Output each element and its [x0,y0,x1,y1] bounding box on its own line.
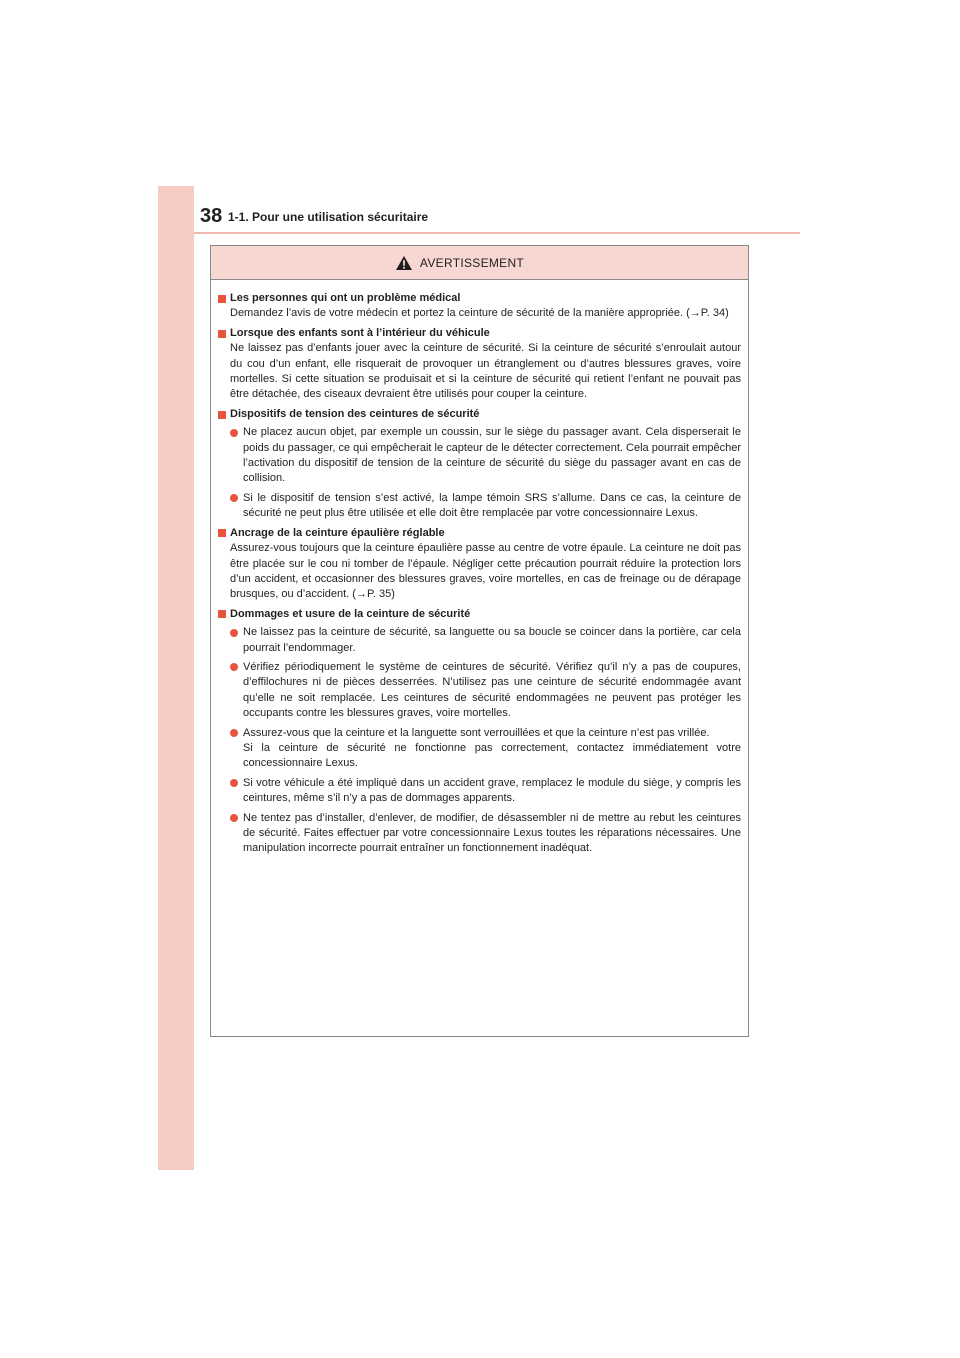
bullet-item [230,425,741,487]
round-bullet-icon [230,494,238,502]
round-bullet-icon [230,779,238,787]
topic-text: Assurez-vous toujours que la ceinture épaulière passe au centre de votre épaule. La ceinture ne doit pas être placée sur le cou ni tomber de l’épaule. Négliger cette précaution pourrait réduire la protection lors d’un accident, et occasionner des blessures graves, voire mortelles, en cas de freinage ou de dérapage brusques, ou d’accident. (→P. 35) [230,542,741,601]
bullet-text: Ne laissez pas la ceinture de sécurité, sa languette ou sa boucle se coincer dans la portière, car cela pourrait l’endommager. [243,626,741,654]
warning-topic [218,326,741,403]
topic-heading: Dommages et usure de la ceinture de sécurité [230,607,471,620]
warning-box [210,245,749,1037]
bullet-item [230,776,741,807]
square-bullet-icon [218,529,226,537]
topic-heading: Les personnes qui ont un problème médical [230,292,461,304]
bullet-text: Si votre véhicule a été impliqué dans un accident grave, remplacez le module du siège, y compris les ceintures, même s’il n’y a pas de dommages apparents. [243,776,741,805]
round-bullet-icon [230,663,238,671]
warning-triangle-icon [395,255,413,271]
warning-title: AVERTISSEMENT [419,255,525,270]
header-divider [194,232,800,234]
topic-heading: Ancrage de la ceinture épaulière réglable [230,526,445,539]
warning-header [211,246,748,280]
round-bullet-icon [230,629,238,637]
square-bullet-icon [218,295,226,303]
bullet-text: Ne placez aucun objet, par exemple un coussin, sur le siège du passager avant. Cela disperserait le poids du passager, ce qui empêcherait le capteur de le détecter correctement. Cela pourrait empêcher l’activation du dispositif de tension de la ceinture de sécurité du siège du passager avant en cas de collision. [243,426,741,485]
side-color-band [158,186,194,1170]
bullet-text: Si le dispositif de tension s’est activé, la lampe témoin SRS s’allume. Dans ce cas, la ceinture de sécurité ne peut plus être utilisée et elle doit être remplacée par votre concessionnaire Lexus. [243,491,741,520]
warning-body [211,280,748,857]
warning-topic [218,291,741,322]
bullet-text: Vérifiez périodiquement le système de ceintures de sécurité. Vérifiez qu’il n’y a pas de coupures, d’effilochures ni de pièces desserrées. N’utilisez pas une ceinture de sécurité endommagée avant qu’elle ne soit remplacée. Les ceintures de sécurité endommagées ne peuvent pas protéger les occupants contre les blessures graves, voire mortelles. [243,660,741,720]
warning-topic [218,407,741,522]
warning-topic [218,607,741,857]
bullet-item [230,625,741,656]
bullet-item [230,726,741,772]
warning-topic [218,526,741,603]
topic-heading: Dispositifs de tension des ceintures de sécurité [230,407,480,420]
bullet-item [230,660,741,722]
page-number: 38 [200,205,223,227]
round-bullet-icon [230,729,238,737]
round-bullet-icon [230,429,238,437]
bullet-item [230,491,741,522]
square-bullet-icon [218,610,226,618]
topic-text: Ne laissez pas d’enfants jouer avec la ceinture de sécurité. Si la ceinture de sécurité s’enroulait autour du cou d’un enfant, elle risquerait de provoquer un étranglement ou d’autres blessures graves, voire mortelles. Si cette situation se produisait et si la ceinture de sécurité qui retient l’enfant ne pouvait pas être détachée, des ciseaux devraient être utilisés pour couper la ceinture. [230,342,741,401]
section-title: 1-1. Pour une utilisation sécuritaire [228,210,429,224]
topic-heading: Lorsque des enfants sont à l’intérieur du véhicule [230,326,490,339]
round-bullet-icon [230,814,238,822]
topic-text: Demandez l’avis de votre médecin et portez la ceinture de sécurité de la manière appropriée. (→P. 34) [230,307,729,320]
bullet-text: Ne tentez pas d’installer, d’enlever, de modifier, de désassembler ni de mettre au rebut les ceintures de sécurité. Faites effectuer par votre concessionnaire Lexus toutes les réparations nécessaires. Une manipulation incorrecte pourrait entraîner un fonctionnement inadéquat. [243,811,741,855]
bullet-item [230,811,741,857]
square-bullet-icon [218,330,226,338]
bullet-text: Assurez-vous que la ceinture et la languette sont verrouillées et que la ceinture n’est pas vrillée. Si la ceinture de sécurité ne fonctionne pas correctement, contactez immédiatement votre concessionnaire Lexus. [243,726,741,770]
square-bullet-icon [218,411,226,419]
